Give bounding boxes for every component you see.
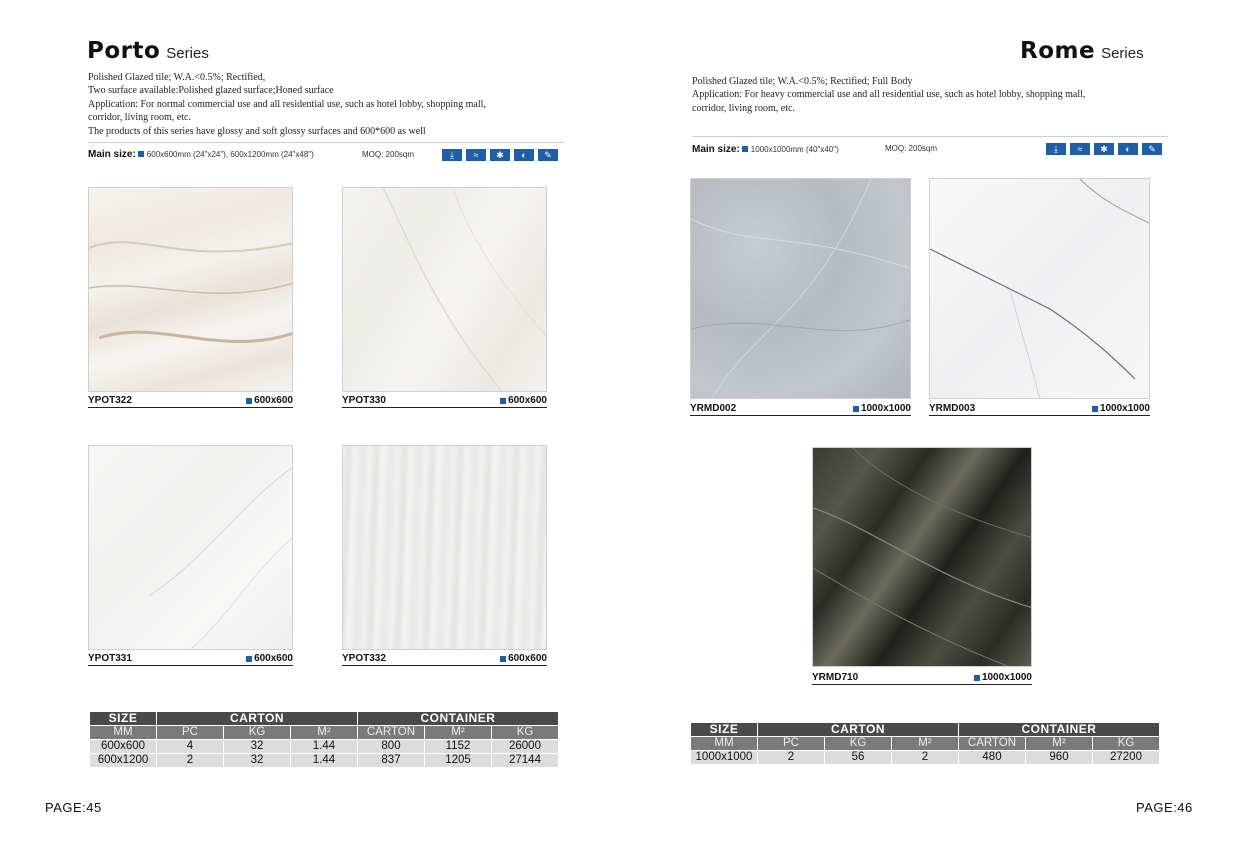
- marble-veins-icon: [691, 179, 911, 399]
- table-header-row: [90, 712, 558, 725]
- table-subheader-cell: M²: [892, 737, 958, 750]
- table-cell: 1000x1000: [691, 751, 757, 764]
- table-subheader-cell: PC: [157, 726, 223, 739]
- right-moq: MOQ: 200sqm: [885, 144, 938, 153]
- tile-image-yrmd003: [929, 178, 1150, 399]
- left-series-word: Series: [166, 45, 209, 62]
- left-main-size: [88, 149, 314, 160]
- chemical-resistant-icon: ✎: [538, 149, 558, 161]
- tile-caption: [812, 672, 1032, 685]
- table-subheader-row: [90, 726, 558, 739]
- marble-veins-icon: [89, 446, 293, 650]
- right-main-size-label: Main size:: [692, 144, 740, 155]
- table-cell: 960: [1026, 751, 1092, 764]
- tile-size: 1000x1000: [981, 672, 1032, 683]
- tile-code: YPOT331: [88, 653, 132, 664]
- frost-resistant-icon: ✱: [490, 149, 510, 161]
- tile-caption: [88, 653, 293, 666]
- left-divider: [88, 142, 564, 143]
- stain-resistant-icon: ◐: [514, 149, 534, 161]
- tile-code: YPOT330: [342, 395, 386, 406]
- table-cell: 600x1200: [90, 754, 156, 767]
- right-main-size-value: 1000x1000mm (40"x40"): [750, 145, 839, 154]
- table-cell: 600x600: [90, 740, 156, 753]
- marble-veins-icon: [813, 448, 1032, 667]
- table-subheader-cell: CARTON: [959, 737, 1025, 750]
- tile-caption: [342, 653, 547, 666]
- tile-image-ypot322: [88, 187, 293, 392]
- table-cell: 56: [825, 751, 891, 764]
- bullet-square-icon: [138, 151, 144, 157]
- tile-image-yrmd002: [690, 178, 911, 399]
- table-subheader-row: [691, 737, 1159, 750]
- table-cell: 2: [758, 751, 824, 764]
- left-desc-line: Application: For normal commercial use and all residential use, such as hotel lobby, shopping mall,: [88, 98, 486, 110]
- tile-image-yrmd710: [812, 447, 1032, 667]
- table-subheader-cell: M²: [1026, 737, 1092, 750]
- bullet-square-icon: [742, 146, 748, 152]
- frost-resistant-icon: ✱: [1094, 143, 1114, 155]
- tile-image-ypot330: [342, 187, 547, 392]
- table-cell: 32: [224, 740, 290, 753]
- right-spec-table: [690, 722, 1160, 765]
- table-header-cell: CARTON: [758, 723, 958, 736]
- tile-code: YRMD710: [812, 672, 859, 683]
- table-subheader-cell: M²: [291, 726, 357, 739]
- left-moq: MOQ: 200sqm: [362, 150, 415, 159]
- tile-caption: [929, 403, 1150, 416]
- tile-caption: [690, 403, 911, 416]
- right-main-size: [692, 144, 839, 155]
- table-cell: 26000: [492, 740, 558, 753]
- right-description: [692, 75, 1162, 115]
- right-desc-line: corridor, living room, etc.: [692, 102, 795, 114]
- bullet-square-icon: [246, 398, 252, 404]
- table-cell: 480: [959, 751, 1025, 764]
- right-series-word: Series: [1101, 45, 1144, 62]
- wave-icon: ≈: [1070, 143, 1090, 155]
- tile-size: 600x600: [508, 653, 547, 664]
- chemical-resistant-icon: ✎: [1142, 143, 1162, 155]
- marble-veins-icon: [930, 179, 1150, 399]
- table-subheader-cell: KG: [492, 726, 558, 739]
- table-header-row: [691, 723, 1159, 736]
- table-row: [90, 754, 558, 767]
- right-divider: [692, 136, 1168, 137]
- left-description: [88, 71, 608, 138]
- right-series-name: Rome: [1020, 38, 1096, 64]
- tile-image-ypot332: [342, 445, 547, 650]
- bullet-square-icon: [853, 406, 859, 412]
- table-cell: 1152: [425, 740, 491, 753]
- table-subheader-cell: KG: [1093, 737, 1159, 750]
- table-header-cell: CONTAINER: [358, 712, 558, 725]
- table-subheader-cell: MM: [691, 737, 757, 750]
- left-series-name: Porto: [87, 38, 161, 64]
- table-cell: 1205: [425, 754, 491, 767]
- stain-resistant-icon: ◐: [1118, 143, 1138, 155]
- tile-size: 1000x1000: [860, 403, 911, 414]
- marble-veins-icon: [89, 188, 293, 392]
- table-header-cell: CONTAINER: [959, 723, 1159, 736]
- tile-caption: [88, 395, 293, 408]
- bullet-square-icon: [500, 398, 506, 404]
- right-desc-line: Application: For heavy commercial use and all residential use, such as hotel lobby, shopping mall,: [692, 89, 1086, 101]
- table-cell: 27144: [492, 754, 558, 767]
- tile-size: 1000x1000: [1099, 403, 1150, 414]
- right-series-title: [1020, 38, 1144, 64]
- right-page-number: PAGE:46: [1136, 800, 1193, 815]
- table-cell: 1.44: [291, 754, 357, 767]
- table-subheader-cell: KG: [825, 737, 891, 750]
- table-cell: 800: [358, 740, 424, 753]
- left-spec-table: [89, 711, 559, 768]
- anti-slip-icon: ⤓: [442, 149, 462, 161]
- table-cell: 27200: [1093, 751, 1159, 764]
- bullet-square-icon: [974, 675, 980, 681]
- table-subheader-cell: CARTON: [358, 726, 424, 739]
- table-header-cell: CARTON: [157, 712, 357, 725]
- left-desc-line: Two surface available:Polished glazed surface;Honed surface: [88, 85, 334, 97]
- table-row: [90, 740, 558, 753]
- table-cell: 4: [157, 740, 223, 753]
- table-cell: 32: [224, 754, 290, 767]
- wave-icon: ≈: [466, 149, 486, 161]
- table-cell: 1.44: [291, 740, 357, 753]
- table-cell: 837: [358, 754, 424, 767]
- left-desc-line: The products of this series have glossy and soft glossy surfaces and 600*600 as well: [88, 125, 426, 137]
- table-subheader-cell: MM: [90, 726, 156, 739]
- table-cell: 2: [157, 754, 223, 767]
- tile-code: YRMD002: [690, 403, 737, 414]
- tile-size: 600x600: [254, 653, 293, 664]
- table-subheader-cell: KG: [224, 726, 290, 739]
- table-subheader-cell: PC: [758, 737, 824, 750]
- anti-slip-icon: ⤓: [1046, 143, 1066, 155]
- tile-code: YPOT332: [342, 653, 386, 664]
- left-feature-icons: [442, 149, 558, 161]
- bullet-square-icon: [246, 656, 252, 662]
- table-cell: 2: [892, 751, 958, 764]
- left-desc-line: corridor, living room, etc.: [88, 112, 191, 124]
- left-page-number: PAGE:45: [45, 800, 102, 815]
- tile-size: 600x600: [508, 395, 547, 406]
- tile-caption: [342, 395, 547, 408]
- tile-code: YRMD003: [929, 403, 976, 414]
- table-row: [691, 751, 1159, 764]
- left-series-title: [87, 38, 209, 64]
- table-header-cell: SIZE: [90, 712, 156, 725]
- table-header-cell: SIZE: [691, 723, 757, 736]
- tile-code: YPOT322: [88, 395, 132, 406]
- marble-veins-icon: [343, 188, 547, 392]
- left-desc-line: Polished Glazed tile; W.A.<0.5%; Rectified,: [88, 72, 266, 83]
- table-subheader-cell: M²: [425, 726, 491, 739]
- right-feature-icons: [1046, 143, 1162, 155]
- tile-image-ypot331: [88, 445, 293, 650]
- right-desc-line: Polished Glazed tile; W.A.<0.5%; Rectified; Full Body: [692, 76, 913, 87]
- bullet-square-icon: [500, 656, 506, 662]
- bullet-square-icon: [1092, 406, 1098, 412]
- left-main-size-label: Main size:: [88, 149, 136, 160]
- left-main-size-value: 600x600mm (24"x24"), 600x1200mm (24"x48"): [146, 150, 314, 159]
- tile-size: 600x600: [254, 395, 293, 406]
